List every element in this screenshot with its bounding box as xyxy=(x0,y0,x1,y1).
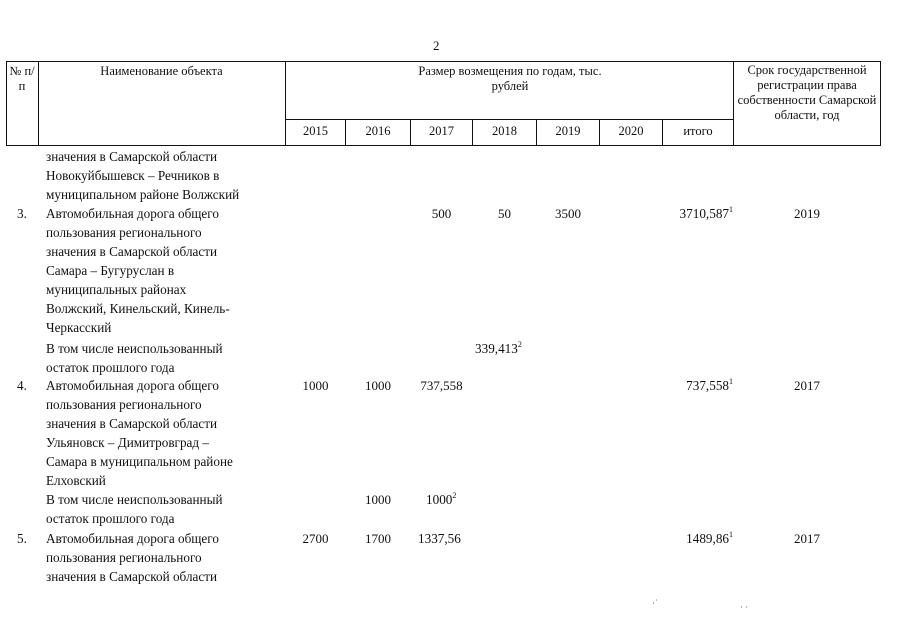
sub-item-line: остаток прошлого года xyxy=(46,511,175,526)
value-2015: 2700 xyxy=(302,531,329,546)
continuation-line: значения в Самарской области xyxy=(46,149,218,164)
object-name-line: значения в Самарской области xyxy=(46,416,218,431)
footnote-marker: 1 xyxy=(729,205,733,214)
value-2017: 1337,56 xyxy=(418,531,461,546)
sub-item-text xyxy=(46,339,223,377)
value-2017 xyxy=(426,490,456,509)
header-right-border xyxy=(880,61,881,146)
value-2017-number: 1000 xyxy=(426,492,453,507)
object-name-line: значения в Самарской области xyxy=(46,244,218,259)
object-name-line: пользования регионального xyxy=(46,397,202,412)
row-number: 3. xyxy=(17,206,27,221)
object-name-line: Самара в муниципальном районе xyxy=(46,454,233,469)
header-years-divider xyxy=(285,119,733,120)
object-name-line: Черкасский xyxy=(46,320,112,335)
object-name xyxy=(46,529,219,586)
header-year-2016: 2016 xyxy=(365,124,391,138)
object-name-line: муниципальных районах xyxy=(46,282,187,297)
value-2016: 1700 xyxy=(365,531,391,546)
header-year-2018: 2018 xyxy=(492,124,517,138)
value-2019: 3500 xyxy=(555,206,581,221)
value-total-number: 1489,86 xyxy=(686,531,729,546)
registration-year: 2017 xyxy=(794,378,820,393)
object-name-line: пользования регионального xyxy=(46,550,202,565)
header-top-border xyxy=(6,61,880,62)
header-year-2015: 2015 xyxy=(303,124,328,138)
sub-item-text xyxy=(46,490,223,528)
value-2017: 737,558 xyxy=(420,378,463,393)
continuation-text xyxy=(46,147,239,204)
sub-item-line: остаток прошлого года xyxy=(46,360,175,375)
scan-speck: ·˙ xyxy=(652,598,658,608)
row-number: 4. xyxy=(17,378,27,393)
value-total xyxy=(663,204,733,223)
header-bottom-border xyxy=(6,145,880,146)
object-name-line: Елховский xyxy=(46,473,106,488)
object-name-line: Автомобильная дорога общего xyxy=(46,531,219,546)
registration-year: 2017 xyxy=(794,531,820,546)
object-name-line: Самара – Бугуруслан в xyxy=(46,263,175,278)
footnote-marker: 1 xyxy=(729,377,733,386)
header-year-total: итого xyxy=(683,124,713,138)
header-left-border xyxy=(6,61,7,146)
header-divider-amount xyxy=(733,61,734,146)
header-divider-num xyxy=(38,61,39,146)
value-total-number: 737,558 xyxy=(686,378,729,393)
value-2018: 50 xyxy=(498,206,511,221)
value-total xyxy=(663,376,733,395)
header-year-2017: 2017 xyxy=(429,124,454,138)
header-col-deadline: Срок государственной регистрации права собственности Самарской области, год xyxy=(737,63,877,122)
continuation-line: муниципальном районе Волжский xyxy=(46,187,240,202)
header-col-name: Наименование объекта xyxy=(100,64,223,78)
row-number: 5. xyxy=(17,531,27,546)
value-2016: 1000 xyxy=(365,378,391,393)
object-name-line: Автомобильная дорога общего xyxy=(46,206,219,221)
value-2015: 1000 xyxy=(302,378,329,393)
object-name-line: Ульяновск – Димитровград – xyxy=(46,435,210,450)
header-year-2020: 2020 xyxy=(618,124,644,138)
object-name-line: значения в Самарской области xyxy=(46,569,218,584)
object-name-line: Автомобильная дорога общего xyxy=(46,378,219,393)
footnote-marker: 1 xyxy=(729,530,733,539)
value-2018 xyxy=(475,339,522,358)
value-total xyxy=(663,529,733,548)
header-col-number: № п/п xyxy=(9,64,35,93)
value-2017: 500 xyxy=(431,206,452,221)
object-name xyxy=(46,204,230,337)
object-name-line: пользования регионального xyxy=(46,225,202,240)
scan-speck: · · xyxy=(740,602,749,612)
header-year-2019: 2019 xyxy=(555,124,581,138)
page-number: 2 xyxy=(433,38,440,53)
sub-item-line: В том числе неиспользованный xyxy=(46,341,223,356)
header-col-amount: Размер возмещения по годам, тыс. рублей xyxy=(418,64,602,93)
footnote-marker: 2 xyxy=(517,340,522,349)
value-total-number: 3710,587 xyxy=(679,206,729,221)
sub-item-line: В том числе неиспользованный xyxy=(46,492,223,507)
value-2018-number: 339,413 xyxy=(475,341,518,356)
registration-year: 2019 xyxy=(794,206,820,221)
continuation-line: Новокуйбышевск – Речников в xyxy=(46,168,220,183)
footnote-marker: 2 xyxy=(452,491,457,500)
value-2016: 1000 xyxy=(365,492,391,507)
object-name-line: Волжский, Кинельский, Кинель- xyxy=(46,301,230,316)
object-name xyxy=(46,376,233,490)
